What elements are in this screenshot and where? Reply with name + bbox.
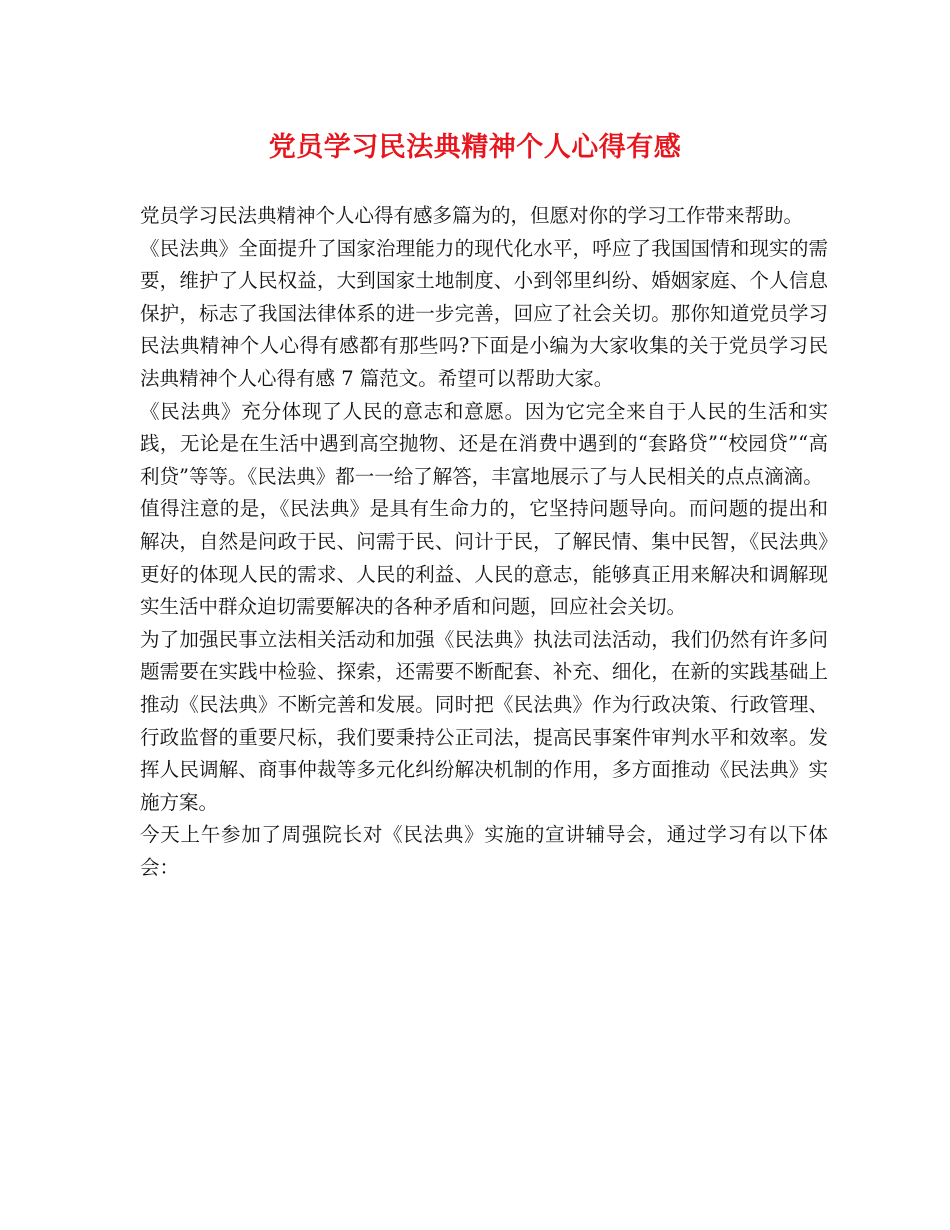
paragraph-problem-oriented: 值得注意的是，《民法典》是具有生命力的，它坚持问题导向。而问题的提出和解决，自然是问政于民、问需于民、问计于民，了解民情、集中民智，《民法典》更好的体现人民的需求、人民的利益、人民的意志，能够真正用来解决和调解现实生活中群众迫切需要解决的各种矛盾和问题，回应社会关切。 (140, 497, 828, 619)
paragraph-people-will: 《民法典》充分体现了人民的意志和意愿。因为它完全来自于人民的生活和实践，无论是在生活中遇到高空抛物、还是在消费中遇到的“套路贷”“校园贷”“高利贷”等等。《民法典》都一一给了解答，丰富地展示了与人民相关的点点滴滴。 (140, 399, 828, 488)
paragraph-intro: 党员学习民法典精神个人心得有感多篇为的，但愿对你的学习工作带来帮助。 (140, 204, 804, 227)
page-title: 党员学习民法典精神个人心得有感 (268, 132, 682, 163)
document-body (140, 200, 828, 884)
paragraph-implementation: 为了加强民事立法相关活动和加强《民法典》执法司法活动，我们仍然有许多问题需要在实践中检验、探索，还需要不断配套、补充、细化，在新的实践基础上推动《民法典》不断完善和发展。同时把《民法典》作为行政决策、行政管理、行政监督的重要尺标，我们要秉持公正司法，提高民事案件审判水平和效率。发挥人民调解、商事仲裁等多元化纠纷解决机制的作用，多方面推动《民法典》实施方案。 (140, 627, 828, 814)
paragraph-overview: 《民法典》全面提升了国家治理能力的现代化水平，呼应了我国国情和现实的需要，维护了人民权益，大到国家土地制度、小到邻里纠纷、婚姻家庭、个人信息保护，标志了我国法律体系的进一步完善，回应了社会关切。那你知道党员学习民法典精神个人心得有感都有那些吗?下面是小编为大家收集的关于党员学习民法典精神个人心得有感 7 篇范文。希望可以帮助大家。 (140, 236, 828, 390)
paragraph-conclusion: 今天上午参加了周强院长对《民法典》实施的宣讲辅导会，通过学习有以下体会： (140, 823, 828, 879)
